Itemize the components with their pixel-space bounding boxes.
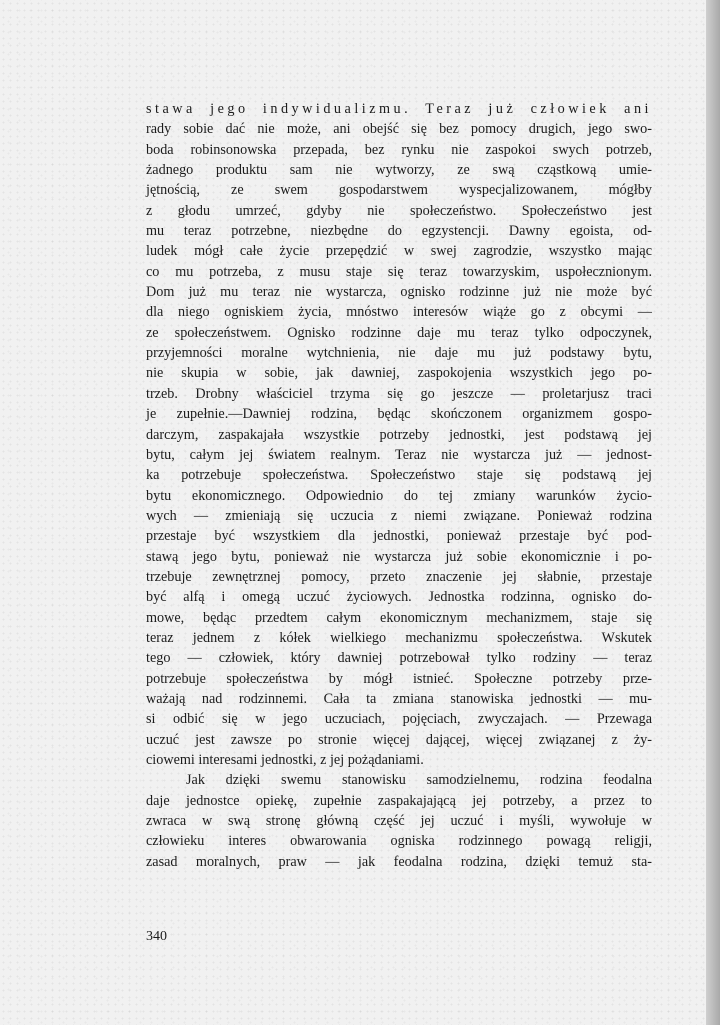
text-line: potrzebuje społeczeństwa by mógł istnieć. Społeczne potrzeby prze- (146, 670, 652, 687)
text-line: nie skupia w sobie, jak dawniej, zaspokojenia wszystkich jego po- (146, 365, 652, 382)
body-text (146, 99, 652, 872)
text-line: zwraca w swą stronę główną część jej uczuć i myśli, wywołuje w (146, 813, 652, 830)
text-line: ludek mógł całe życie przepędzić w swej zagrodzie, wszystko mając (146, 243, 652, 260)
text-line: przyjemności moralne wytchnienia, nie daje mu już podstawy bytu, (146, 345, 652, 362)
text-line: uczuć jest zawsze po stronie więcej dającej, więcej związanej z ży- (146, 731, 652, 748)
text-line: jętnością, ze swem gospodarstwem wyspecjalizowanem, mógłby (146, 182, 652, 199)
text-line: człowieku interes obwarowania ogniska rodzinnego powagą religji, (146, 833, 652, 850)
text-line: mu teraz potrzebne, niezbędne do egzystencji. Dawny egoista, od- (146, 223, 652, 240)
text-line: przestaje być wszystkiem dla jednostki, ponieważ przestaje być pod- (146, 528, 652, 545)
text-line: zasad moralnych, praw — jak feodalna rodzina, dzięki temuż sta- (146, 853, 652, 870)
text-line: darczym, zaspakajała wszystkie potrzeby jednostki, jest podstawą jej (146, 426, 652, 443)
text-line: żadnego produktu sam nie wytworzy, ze swą cząstkową umie- (146, 162, 652, 179)
text-line: wych — zmieniają się uczucia z niemi związane. Ponieważ rodzina (146, 507, 652, 524)
text-line: trzebuje zewnętrznej pomocy, przeto znaczenie jej słabnie, przestaje (146, 568, 652, 585)
text-line: z głodu umrzeć, gdyby nie społeczeństwo. Społeczeństwo jest (146, 202, 652, 219)
text-line: Dom już mu teraz nie wystarcza, ognisko rodzinne już nie może być (146, 284, 652, 301)
paragraph-first-line: Jak dzięki swemu stanowisku samodzielnemu, rodzina feodalna (186, 772, 652, 789)
text-line: bytu, całym jej światem realnym. Teraz nie wystarcza już — jednost- (146, 446, 652, 463)
text-line: trzeb. Drobny właściciel trzyma się go jeszcze — proletarjusz traci (146, 385, 652, 402)
text-line: ka potrzebuje społeczeństwa. Społeczeństwo staje się podstawą jej (146, 467, 652, 484)
text-line: być alfą i omegą uczuć życiowych. Jednostka rodzinna, ognisko do- (146, 589, 652, 606)
text-line: ze społeczeństwem. Ognisko rodzinne daje mu teraz tylko odpoczynek, (146, 324, 652, 341)
text-line: si odbić się w jego uczuciach, pojęciach, zwyczajach. — Przewaga (146, 711, 652, 728)
text-line: tego — człowiek, który dawniej potrzebował tylko rodziny — teraz (146, 650, 652, 667)
text-line: daje jednostce opiekę, zupełnie zaspakajającą jej potrzeby, a przez to (146, 792, 652, 809)
page-edge-shadow (706, 0, 720, 1025)
text-line: bytu ekonomicznego. Odpowiednio do tej zmiany warunków życio- (146, 487, 652, 504)
text-line: ciowemi interesami jednostki, z jej pożądaniami. (146, 752, 424, 768)
text-line: dla niego ogniskiem życia, mnóstwo interesów wiąże go z obcymi — (146, 304, 652, 321)
text-line: rady sobie dać nie może, ani obejść się bez pomocy drugich, jego swo- (146, 121, 652, 138)
text-line: je zupełnie.—Dawniej rodzina, będąc skończonem organizmem gospo- (146, 406, 652, 423)
page-number: 340 (146, 929, 167, 944)
text-line: teraz jednem z kółek wielkiego mechanizmu społeczeństwa. Wskutek (146, 629, 652, 646)
text-line: mowe, będąc przedtem całym ekonomicznym mechanizmem, staje się (146, 609, 652, 626)
text-line: stawa jego indywidualizmu. Teraz już człowiek ani (146, 101, 652, 117)
text-line: ważają nad rodzinnemi. Cała ta zmiana stanowiska jednostki — mu- (146, 690, 652, 707)
text-line: stawą jego bytu, ponieważ nie wystarcza już sobie ekonomicznie i po- (146, 548, 652, 565)
text-line: co mu potrzeba, z musu staje się teraz towarzyskim, uspołecznionym. (146, 263, 652, 280)
text-line: boda robinsonowska przepada, bez rynku nie zaspokoi swych potrzeb, (146, 141, 652, 158)
